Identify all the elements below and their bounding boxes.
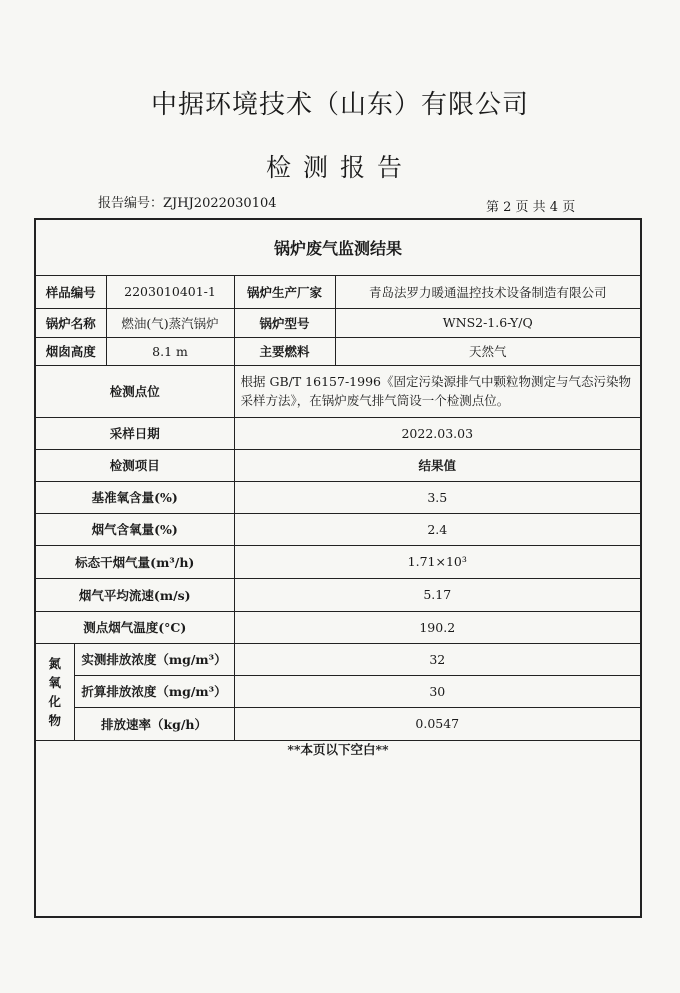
table-row — [36, 481, 640, 513]
company-name: 中据环境技术（山东）有限公司 — [150, 90, 529, 120]
table-row — [36, 675, 640, 707]
model-label: 锅炉型号 — [234, 308, 335, 337]
table-row — [36, 643, 640, 675]
point-description: 根据 GB/T 16157-1996《固定污染源排气中颗粒物测定与气态污染物采样方法》，在锅炉废气排气筒设一个检测点位。 — [234, 365, 640, 417]
section-title: 锅炉废气监测结果 — [36, 220, 640, 276]
report-number-label: 报告编号： — [98, 196, 164, 211]
nox-char: 化 — [48, 693, 61, 709]
sample-no-value: 2203010401-1 — [106, 276, 234, 308]
result-name: 烟气含氧量(%) — [36, 513, 234, 545]
results-sheet — [34, 218, 642, 918]
chimney-value: 8.1 m — [106, 337, 234, 365]
result-value: 1.71×10³ — [234, 545, 640, 578]
nox-item-value: 32 — [234, 643, 640, 675]
table-row — [36, 365, 640, 417]
date-label: 采样日期 — [36, 417, 234, 449]
result-value: 190.2 — [234, 611, 640, 643]
point-label: 检测点位 — [36, 365, 234, 417]
table-row — [36, 337, 640, 365]
blank-note: **本页以下空白** — [287, 742, 389, 757]
nox-item-value: 0.0547 — [234, 707, 640, 740]
nox-char: 氮 — [48, 655, 61, 671]
result-name: 标态干烟气量(m³/h) — [36, 545, 234, 578]
table-row — [36, 276, 640, 308]
fuel-value: 天然气 — [335, 337, 640, 365]
table-row — [36, 611, 640, 643]
nox-item-name: 实测排放浓度（mg/m³） — [74, 643, 234, 675]
table-row — [36, 449, 640, 481]
result-name: 测点烟气温度(°C) — [36, 611, 234, 643]
table-row — [36, 707, 640, 740]
nox-char: 氧 — [48, 674, 61, 690]
result-header: 结果值 — [234, 449, 640, 481]
maker-value: 青岛法罗力暖通温控技术设备制造有限公司 — [335, 276, 640, 308]
report-number — [98, 192, 277, 211]
date-value: 2022.03.03 — [234, 417, 640, 449]
boiler-name-value: 燃油(气)蒸汽锅炉 — [106, 308, 234, 337]
results-table — [36, 276, 640, 741]
table-row — [36, 578, 640, 611]
report-number-value: ZJHJ2022030104 — [163, 196, 277, 211]
result-name: 基准氧含量(%) — [36, 481, 234, 513]
nox-item-name: 排放速率（kg/h） — [74, 707, 234, 740]
sample-no-label: 样品编号 — [36, 276, 106, 308]
document-title: 检测报告 — [265, 153, 414, 182]
nox-group-label — [36, 643, 74, 740]
nox-item-value: 30 — [234, 675, 640, 707]
model-value: WNS2-1.6-Y/Q — [335, 308, 640, 337]
table-row — [36, 513, 640, 545]
result-value: 3.5 — [234, 481, 640, 513]
table-row — [36, 308, 640, 337]
boiler-name-label: 锅炉名称 — [36, 308, 106, 337]
item-header: 检测项目 — [36, 449, 234, 481]
page-info: 第 2 页 共 4 页 — [486, 200, 576, 215]
result-value: 5.17 — [234, 578, 640, 611]
chimney-label: 烟囱高度 — [36, 337, 106, 365]
result-name: 烟气平均流速(m/s) — [36, 578, 234, 611]
nox-char: 物 — [48, 712, 61, 728]
table-row — [36, 417, 640, 449]
table-row — [36, 545, 640, 578]
result-value: 2.4 — [234, 513, 640, 545]
nox-item-name: 折算排放浓度（mg/m³） — [74, 675, 234, 707]
maker-label: 锅炉生产厂家 — [234, 276, 335, 308]
fuel-label: 主要燃料 — [234, 337, 335, 365]
